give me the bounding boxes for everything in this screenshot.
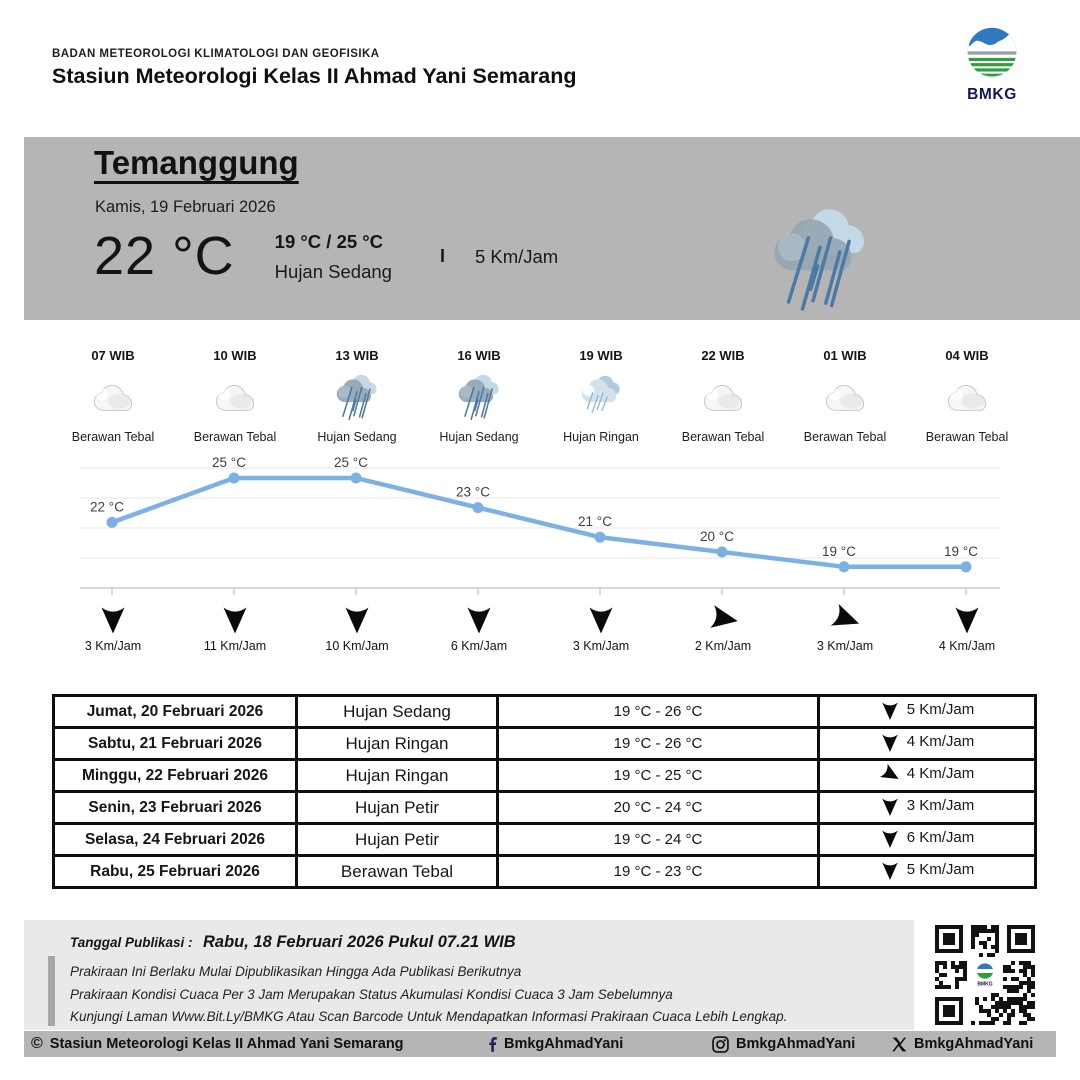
daily-forecast-table bbox=[52, 694, 1037, 889]
weather-icon-berawan-tebal bbox=[211, 382, 259, 414]
qr-code-box bbox=[914, 920, 1056, 1030]
hourly-column bbox=[906, 348, 1028, 444]
forecast-temp-range-cell: 19 °C - 26 °C bbox=[498, 728, 819, 760]
forecast-wind-speed: 3 Km/Jam bbox=[906, 797, 975, 814]
instagram-icon bbox=[712, 1036, 729, 1053]
hourly-column bbox=[296, 348, 418, 444]
footer-note: Prakiraan Ini Berlaku Mulai Dipublikasikan Hingga Ada Publikasi Berikutnya bbox=[70, 964, 522, 979]
location-title: Temanggung bbox=[94, 144, 299, 181]
hourly-condition: Berawan Tebal bbox=[71, 430, 155, 444]
forecast-wind-speed: 5 Km/Jam bbox=[906, 701, 975, 718]
wind-column bbox=[52, 602, 174, 653]
social-bottom-bar bbox=[24, 1031, 1056, 1057]
copyright-icon: © bbox=[31, 1035, 43, 1052]
weather-icon-hujan-ringan bbox=[576, 372, 626, 424]
forecast-date-cell: Minggu, 22 Februari 2026 bbox=[54, 760, 297, 792]
current-range-block bbox=[275, 231, 392, 283]
hourly-column bbox=[52, 348, 174, 444]
hourly-time: 10 WIB bbox=[213, 348, 257, 363]
hourly-time: 19 WIB bbox=[579, 348, 623, 363]
wind-speed-label: 6 Km/Jam bbox=[450, 639, 508, 653]
instagram-handle: BmkgAhmadYani bbox=[736, 1036, 856, 1052]
forecast-condition-cell: Hujan Ringan bbox=[297, 728, 498, 760]
hourly-column bbox=[662, 348, 784, 444]
footer-accent-bar bbox=[48, 956, 55, 1026]
forecast-date-cell: Sabtu, 21 Februari 2026 bbox=[54, 728, 297, 760]
hourly-time: 04 WIB bbox=[945, 348, 989, 363]
wind-direction-arrow-icon bbox=[98, 602, 128, 635]
forecast-wind-cell bbox=[819, 696, 1036, 728]
footer-notes bbox=[70, 961, 787, 1029]
forecast-row bbox=[54, 728, 1036, 760]
forecast-date-cell: Rabu, 25 Februari 2026 bbox=[54, 856, 297, 888]
hourly-icon-slot bbox=[89, 371, 137, 425]
wind-column bbox=[906, 602, 1028, 653]
forecast-date-cell: Selasa, 24 Februari 2026 bbox=[54, 824, 297, 856]
hourly-column bbox=[418, 348, 540, 444]
wind-direction-arrow-icon bbox=[586, 602, 616, 635]
wind-column bbox=[174, 602, 296, 653]
hourly-icon-slot bbox=[332, 371, 382, 425]
svg-text:20 °C: 20 °C bbox=[700, 529, 734, 544]
hourly-time: 01 WIB bbox=[823, 348, 867, 363]
wind-speed-label: 3 Km/Jam bbox=[572, 639, 630, 653]
forecast-temp-range-cell: 19 °C - 25 °C bbox=[498, 760, 819, 792]
forecast-wind-group bbox=[880, 795, 975, 817]
forecast-row bbox=[54, 696, 1036, 728]
forecast-wind-group bbox=[880, 699, 975, 721]
hourly-column bbox=[784, 348, 906, 444]
current-wind: 5 Km/Jam bbox=[474, 245, 559, 267]
weather-icon-hujan-sedang bbox=[332, 372, 382, 424]
wind-direction-arrow-icon bbox=[824, 599, 865, 638]
footer-note: Prakiraan Kondisi Cuaca Per 3 Jam Merupakan Status Akumulasi Kondisi Cuaca 3 Jam Sebelumnya bbox=[70, 986, 673, 1002]
facebook-group bbox=[486, 1031, 623, 1057]
current-temperature: 22 °C bbox=[94, 226, 235, 286]
station-name: Stasiun Meteorologi Kelas II Ahmad Yani Semarang bbox=[52, 64, 577, 88]
hourly-icon-slot bbox=[211, 371, 259, 425]
wind-speed-label: 3 Km/Jam bbox=[84, 639, 142, 653]
hourly-icon-slot bbox=[699, 371, 747, 425]
wind-direction-arrow-icon bbox=[880, 731, 900, 753]
copyright-text: Stasiun Meteorologi Kelas II Ahmad Yani Semarang bbox=[49, 1036, 404, 1052]
hourly-icon-slot bbox=[454, 371, 504, 425]
forecast-temp-range-cell: 20 °C - 24 °C bbox=[498, 792, 819, 824]
wind-column bbox=[418, 602, 540, 653]
forecast-wind-speed: 4 Km/Jam bbox=[906, 765, 975, 782]
svg-text:BMKG: BMKG bbox=[977, 981, 993, 988]
current-temp-range: 19 °C / 25 °C bbox=[274, 230, 384, 252]
forecast-row bbox=[54, 824, 1036, 856]
weather-icon-berawan-tebal bbox=[943, 382, 991, 414]
qr-code bbox=[935, 925, 1035, 1025]
weather-icon-berawan-tebal bbox=[89, 382, 137, 414]
copyright-group bbox=[31, 1031, 404, 1057]
footer-note: Kunjungi Laman Www.Bit.Ly/BMKG Atau Scan Barcode Untuk Mendapatkan Informasi Prakiraan Cuaca Lebih Lengkap. bbox=[70, 1009, 788, 1024]
wind-column bbox=[296, 602, 418, 653]
temperature-chart bbox=[52, 455, 1028, 600]
forecast-temp-range-cell: 19 °C - 26 °C bbox=[498, 696, 819, 728]
forecast-date-cell: Senin, 23 Februari 2026 bbox=[54, 792, 297, 824]
forecast-row bbox=[54, 760, 1036, 792]
publication-line bbox=[70, 933, 516, 952]
current-summary bbox=[94, 223, 558, 291]
hourly-column bbox=[174, 348, 296, 444]
x-twitter-icon bbox=[892, 1037, 907, 1052]
wind-direction-arrow-icon bbox=[880, 827, 900, 849]
weather-icon-hujan-sedang bbox=[454, 372, 504, 424]
forecast-condition-cell: Hujan Petir bbox=[297, 824, 498, 856]
current-conditions-banner bbox=[24, 137, 1080, 320]
hourly-time: 07 WIB bbox=[91, 348, 135, 363]
forecast-date-cell: Jumat, 20 Februari 2026 bbox=[54, 696, 297, 728]
hourly-icon-slot bbox=[821, 371, 869, 425]
svg-text:23 °C: 23 °C bbox=[456, 484, 490, 500]
hourly-condition: Berawan Tebal bbox=[925, 430, 1009, 444]
wind-direction-row bbox=[52, 602, 1028, 653]
hourly-condition: Hujan Ringan bbox=[563, 430, 639, 444]
svg-text:22 °C: 22 °C bbox=[90, 499, 124, 515]
hourly-time: 22 WIB bbox=[701, 348, 745, 363]
agency-name: BADAN METEOROLOGI KLIMATOLOGI DAN GEOFISIKA bbox=[52, 48, 380, 60]
weather-icon-hujan-sedang bbox=[764, 203, 876, 319]
forecast-wind-speed: 6 Km/Jam bbox=[906, 829, 975, 846]
wind-direction-arrow-icon bbox=[220, 602, 250, 635]
facebook-icon bbox=[486, 1035, 497, 1054]
wind-speed-label: 11 Km/Jam bbox=[203, 639, 267, 653]
bmkg-logo-text: BMKG bbox=[967, 86, 1017, 103]
wind-direction-arrow-icon bbox=[880, 699, 900, 721]
forecast-temp-range-cell: 19 °C - 24 °C bbox=[498, 824, 819, 856]
forecast-condition-cell: Hujan Ringan bbox=[297, 760, 498, 792]
publication-footer bbox=[24, 920, 1056, 1030]
forecast-wind-cell bbox=[819, 728, 1036, 760]
forecast-wind-group bbox=[880, 859, 975, 881]
wind-speed-label: 4 Km/Jam bbox=[938, 639, 996, 653]
svg-text:19 °C: 19 °C bbox=[822, 543, 856, 559]
wind-speed-label: 2 Km/Jam bbox=[694, 639, 752, 653]
wind-column bbox=[662, 602, 784, 653]
current-condition: Hujan Sedang bbox=[274, 260, 392, 282]
forecast-wind-speed: 4 Km/Jam bbox=[906, 733, 975, 750]
wind-direction-arrow-icon bbox=[704, 601, 742, 636]
forecast-wind-cell bbox=[819, 824, 1036, 856]
forecast-row bbox=[54, 856, 1036, 888]
forecast-condition-cell: Berawan Tebal bbox=[297, 856, 498, 888]
publication-label: Tanggal Publikasi : bbox=[70, 935, 193, 950]
bmkg-globe-icon bbox=[963, 26, 1021, 86]
hourly-column bbox=[540, 348, 662, 444]
twitter-group bbox=[892, 1031, 1033, 1057]
forecast-temp-range-cell: 19 °C - 23 °C bbox=[498, 856, 819, 888]
hourly-condition: Hujan Sedang bbox=[317, 430, 397, 444]
forecast-wind-cell bbox=[819, 792, 1036, 824]
wind-speed-label: 10 Km/Jam bbox=[325, 639, 389, 653]
hourly-condition: Berawan Tebal bbox=[803, 430, 887, 444]
forecast-wind-cell bbox=[819, 856, 1036, 888]
hourly-condition: Berawan Tebal bbox=[681, 430, 765, 444]
forecast-row bbox=[54, 792, 1036, 824]
wind-column bbox=[540, 602, 662, 653]
wind-direction-arrow-icon bbox=[952, 602, 982, 635]
wind-direction-arrow-icon bbox=[880, 795, 900, 817]
forecast-wind-cell bbox=[819, 760, 1036, 792]
instagram-group bbox=[712, 1031, 855, 1057]
svg-text:19 °C: 19 °C bbox=[944, 543, 978, 559]
forecast-wind-speed: 5 Km/Jam bbox=[906, 861, 975, 878]
current-weather-icon bbox=[764, 203, 884, 317]
wind-direction-arrow-icon bbox=[464, 602, 494, 635]
svg-text:25 °C: 25 °C bbox=[212, 455, 246, 470]
forecast-wind-group bbox=[880, 763, 975, 785]
hourly-condition: Hujan Sedang bbox=[439, 430, 519, 444]
wind-direction-arrow-icon bbox=[875, 759, 904, 787]
divider-mark: I bbox=[439, 246, 445, 267]
wind-direction-arrow-icon bbox=[342, 602, 372, 635]
hourly-time: 16 WIB bbox=[457, 348, 501, 363]
twitter-handle: BmkgAhmadYani bbox=[914, 1036, 1034, 1052]
svg-text:21 °C: 21 °C bbox=[578, 514, 612, 530]
svg-text:25 °C: 25 °C bbox=[334, 455, 368, 470]
bmkg-logo bbox=[950, 26, 1034, 104]
wind-speed-label: 3 Km/Jam bbox=[816, 639, 874, 653]
forecast-condition-cell: Hujan Petir bbox=[297, 792, 498, 824]
current-date: Kamis, 19 Februari 2026 bbox=[95, 198, 276, 216]
hourly-forecast-row bbox=[52, 348, 1028, 444]
hourly-icon-slot bbox=[576, 371, 626, 425]
weather-icon-berawan-tebal bbox=[821, 382, 869, 414]
hourly-time: 13 WIB bbox=[335, 348, 379, 363]
publication-value: Rabu, 18 Februari 2026 Pukul 07.21 WIB bbox=[202, 933, 516, 951]
wind-direction-arrow-icon bbox=[880, 859, 900, 881]
wind-column bbox=[784, 602, 906, 653]
forecast-condition-cell: Hujan Sedang bbox=[297, 696, 498, 728]
hourly-condition: Berawan Tebal bbox=[193, 430, 277, 444]
forecast-wind-group bbox=[880, 827, 975, 849]
hourly-icon-slot bbox=[943, 371, 991, 425]
weather-icon-berawan-tebal bbox=[699, 382, 747, 414]
forecast-wind-group bbox=[880, 731, 975, 753]
facebook-handle: BmkgAhmadYani bbox=[504, 1036, 624, 1052]
